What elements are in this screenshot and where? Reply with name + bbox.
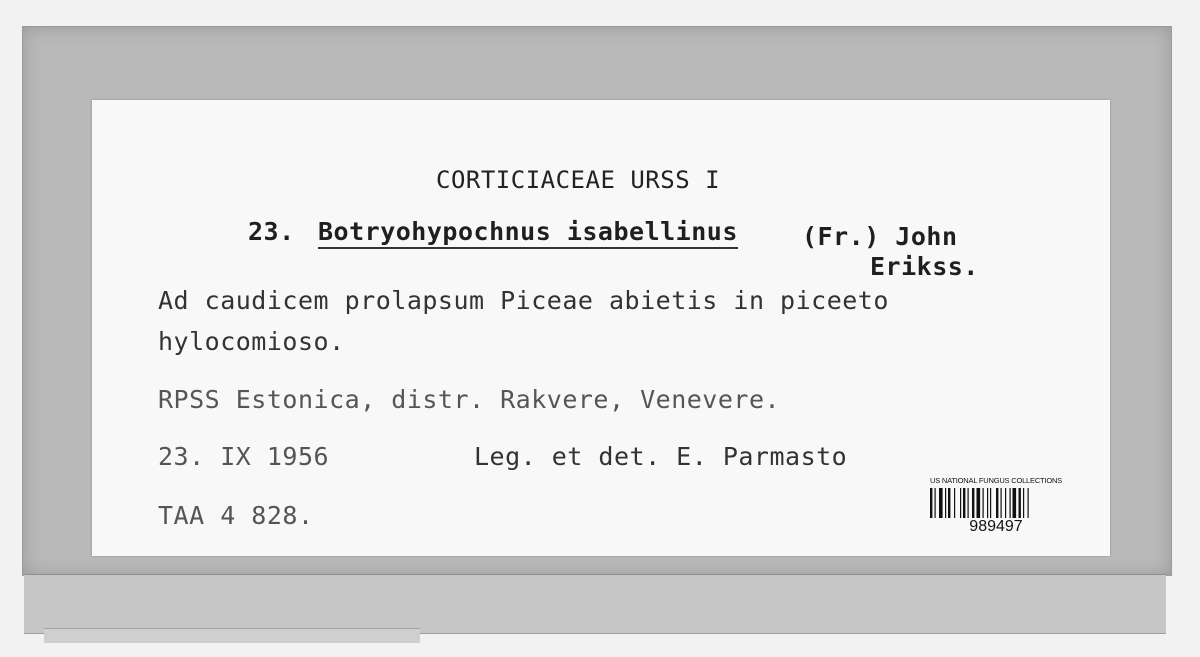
habitat-line-2: hylocomioso. [158, 327, 345, 356]
collection-date: 23. IX 1956 [158, 442, 330, 471]
barcode-bar [972, 488, 974, 518]
label-heading: CORTICIACEAE URSS I [436, 166, 721, 194]
barcode-bar [987, 488, 988, 518]
habitat-line-1: Ad caudicem prolapsum Piceae abietis in piceeto [158, 286, 889, 315]
collector: Leg. et det. E. Parmasto [474, 442, 848, 471]
barcode-bar [1010, 488, 1011, 518]
barcode-bar [945, 488, 946, 518]
barcode-bars [930, 488, 1070, 518]
barcode-bar [968, 488, 969, 518]
barcode-bar [939, 488, 943, 518]
barcode-bar [996, 488, 998, 518]
barcode-bar [960, 488, 961, 518]
packet-flap [24, 574, 1166, 634]
barcode-number: 989497 [969, 518, 1023, 535]
barcode-bar [1013, 488, 1017, 518]
barcode-title: US NATIONAL FUNGUS COLLECTIONS [930, 476, 1062, 485]
barcode-bar [1019, 488, 1021, 518]
barcode-bar [983, 488, 984, 518]
barcode-bar [948, 488, 950, 518]
barcode-bar [977, 488, 981, 518]
barcode-bar [954, 488, 955, 518]
author-line-1: (Fr.) John [802, 222, 958, 251]
barcode-bar [963, 488, 965, 518]
locality: RPSS Estonica, distr. Rakvere, Venevere. [158, 385, 781, 414]
barcode-bar [1028, 488, 1029, 518]
barcode-bar [1005, 488, 1006, 518]
barcode-bar [990, 488, 991, 518]
author-line-2: Erikss. [870, 252, 979, 281]
accession-number: TAA 4 828. [158, 501, 314, 530]
barcode-bar [1023, 488, 1024, 518]
packet-flap-edge [44, 628, 420, 643]
species-name: Botryohypochnus isabellinus [318, 217, 738, 249]
barcode-bar [935, 488, 936, 518]
exsiccata-number: 23. [248, 217, 295, 246]
barcode-sticker [922, 476, 1070, 538]
specimen-label [92, 100, 1110, 556]
barcode-bar [1001, 488, 1002, 518]
barcode-bar [930, 488, 932, 518]
